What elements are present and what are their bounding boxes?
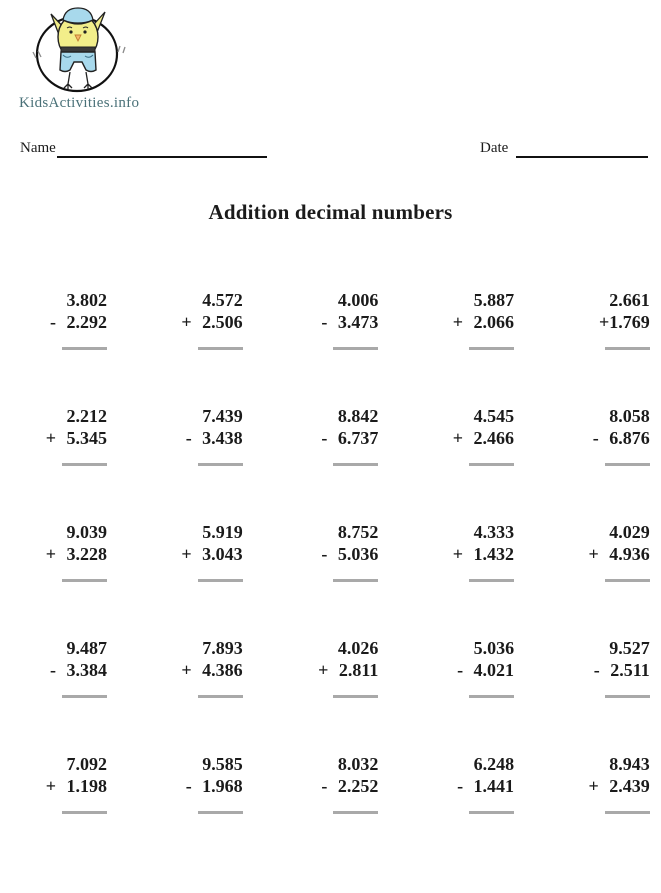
site-logo <box>14 4 164 111</box>
answer-line[interactable] <box>333 347 378 350</box>
problem-cell <box>107 637 243 698</box>
problem-cell <box>243 753 379 814</box>
operator-and-bottom-operand: + 1.432 <box>452 544 515 564</box>
operator-and-bottom-operand: - 2.511 <box>593 660 650 680</box>
problem-cell <box>378 289 514 350</box>
problems-grid <box>0 289 650 814</box>
name-date-row <box>0 140 661 162</box>
top-operand: 4.006 <box>337 290 379 310</box>
top-operand: 8.058 <box>609 406 650 426</box>
operator-and-bottom-operand: + 3.228 <box>45 544 107 564</box>
answer-line[interactable] <box>333 811 378 814</box>
problem-cell <box>514 405 650 466</box>
answer-line[interactable] <box>62 579 107 582</box>
answer-line[interactable] <box>469 347 514 350</box>
answer-line[interactable] <box>605 579 650 582</box>
problem-cell <box>514 753 650 814</box>
answer-line[interactable] <box>333 695 378 698</box>
problem-cell <box>378 753 514 814</box>
operator-and-bottom-operand: + 4.936 <box>588 544 650 564</box>
top-operand: 6.248 <box>473 754 515 774</box>
problem-cell <box>243 521 379 582</box>
operator-and-bottom-operand: + 4.386 <box>181 660 243 680</box>
operator-and-bottom-operand: + 2.506 <box>181 312 243 332</box>
top-operand: 5.887 <box>473 290 515 310</box>
top-operand: 5.036 <box>473 638 515 658</box>
problem-cell <box>378 637 514 698</box>
problem-cell <box>0 637 107 698</box>
answer-line[interactable] <box>62 463 107 466</box>
top-operand: 7.893 <box>202 638 243 658</box>
top-operand: 2.212 <box>66 406 107 426</box>
date-label: Date <box>480 140 509 156</box>
problem-cell <box>0 521 107 582</box>
name-label: Name <box>20 140 56 156</box>
answer-line[interactable] <box>469 579 514 582</box>
answer-line[interactable] <box>198 695 243 698</box>
problem-cell <box>378 405 514 466</box>
operator-and-bottom-operand: - 2.252 <box>321 776 379 796</box>
top-operand: 9.585 <box>202 754 243 774</box>
date-blank-line[interactable] <box>516 138 648 158</box>
top-operand: 4.572 <box>202 290 243 310</box>
operator-and-bottom-operand: +1.769 <box>598 312 650 332</box>
operator-and-bottom-operand: - 4.021 <box>457 660 515 680</box>
answer-line[interactable] <box>605 695 650 698</box>
operator-and-bottom-operand: - 6.737 <box>321 428 379 448</box>
top-operand: 4.333 <box>473 522 515 542</box>
operator-and-bottom-operand: - 2.292 <box>50 312 107 332</box>
top-operand: 9.527 <box>609 638 650 658</box>
answer-line[interactable] <box>333 579 378 582</box>
top-operand: 7.092 <box>66 754 107 774</box>
problem-cell <box>0 289 107 350</box>
problem-cell <box>107 405 243 466</box>
top-operand: 8.032 <box>337 754 379 774</box>
operator-and-bottom-operand: - 6.876 <box>592 428 650 448</box>
answer-line[interactable] <box>198 463 243 466</box>
site-name: KidsActivities.info <box>19 95 140 111</box>
operator-and-bottom-operand: - 5.036 <box>321 544 379 564</box>
answer-line[interactable] <box>469 695 514 698</box>
operator-and-bottom-operand: - 3.384 <box>50 660 107 680</box>
problem-cell <box>0 405 107 466</box>
top-operand: 2.661 <box>609 290 650 310</box>
answer-line[interactable] <box>605 811 650 814</box>
problem-cell <box>107 289 243 350</box>
problem-cell <box>514 289 650 350</box>
answer-line[interactable] <box>62 347 107 350</box>
top-operand: 9.487 <box>66 638 107 658</box>
operator-and-bottom-operand: + 2.439 <box>588 776 650 796</box>
top-operand: 8.842 <box>337 406 379 426</box>
operator-and-bottom-operand: + 2.811 <box>318 660 379 680</box>
answer-line[interactable] <box>469 463 514 466</box>
answer-line[interactable] <box>198 811 243 814</box>
operator-and-bottom-operand: - 1.968 <box>185 776 243 796</box>
problem-cell <box>0 753 107 814</box>
operator-and-bottom-operand: + 1.198 <box>45 776 107 796</box>
top-operand: 4.545 <box>473 406 515 426</box>
worksheet-title: Addition decimal numbers <box>208 200 453 224</box>
answer-line[interactable] <box>333 463 378 466</box>
answer-line[interactable] <box>198 347 243 350</box>
answer-line[interactable] <box>469 811 514 814</box>
top-operand: 7.439 <box>202 406 243 426</box>
operator-and-bottom-operand: + 5.345 <box>45 428 107 448</box>
answer-line[interactable] <box>198 579 243 582</box>
top-operand: 5.919 <box>202 522 243 542</box>
operator-and-bottom-operand: + 2.066 <box>452 312 515 332</box>
name-blank-line[interactable] <box>57 138 267 158</box>
problem-cell <box>514 521 650 582</box>
top-operand: 8.752 <box>337 522 379 542</box>
answer-line[interactable] <box>605 347 650 350</box>
top-operand: 3.802 <box>66 290 107 310</box>
problem-cell <box>514 637 650 698</box>
top-operand: 8.943 <box>609 754 650 774</box>
top-operand: 4.026 <box>337 638 379 658</box>
top-operand: 4.029 <box>609 522 650 542</box>
operator-and-bottom-operand: - 1.441 <box>457 776 515 796</box>
problem-cell <box>243 637 379 698</box>
answer-line[interactable] <box>62 811 107 814</box>
operator-and-bottom-operand: + 3.043 <box>181 544 243 564</box>
answer-line[interactable] <box>605 463 650 466</box>
operator-and-bottom-operand: - 3.438 <box>185 428 243 448</box>
answer-line[interactable] <box>62 695 107 698</box>
problem-cell <box>107 521 243 582</box>
problem-cell <box>243 289 379 350</box>
top-operand: 9.039 <box>66 522 107 542</box>
problem-cell <box>378 521 514 582</box>
chick-jump-rope-icon <box>14 4 146 96</box>
problem-cell <box>243 405 379 466</box>
operator-and-bottom-operand: - 3.473 <box>321 312 379 332</box>
problem-cell <box>107 753 243 814</box>
operator-and-bottom-operand: + 2.466 <box>452 428 515 448</box>
